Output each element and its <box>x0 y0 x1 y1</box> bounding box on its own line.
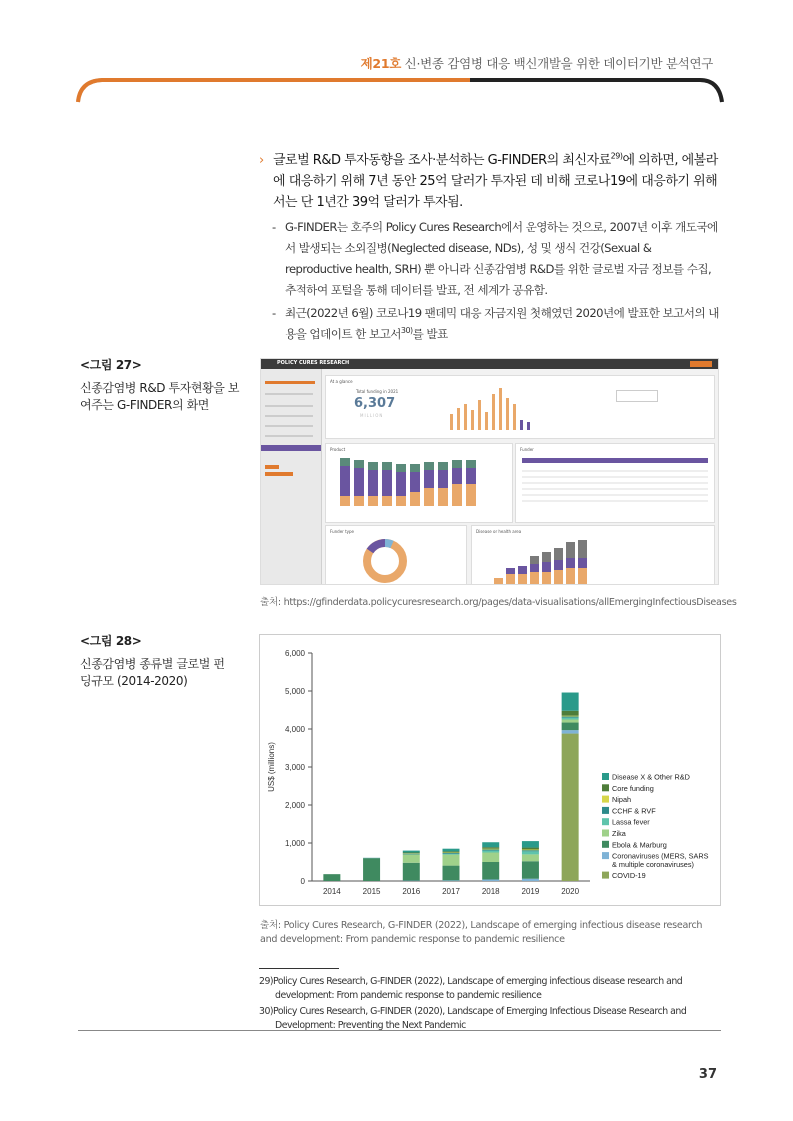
legend-swatch <box>602 818 609 825</box>
legend-label: Nipah <box>612 795 632 805</box>
bar-segment <box>562 711 579 716</box>
x-tick-label: 2019 <box>521 887 540 896</box>
legend-label: COVID-19 <box>612 871 646 881</box>
bar-segment <box>562 716 579 717</box>
y-tick-label: 6,000 <box>284 649 305 658</box>
legend-swatch <box>602 872 609 879</box>
bar-segment <box>482 879 499 881</box>
y-axis-label: US$ (millions) <box>267 742 276 792</box>
product-panel: Product <box>325 443 513 523</box>
legend-swatch <box>602 784 609 791</box>
bar-segment <box>522 861 539 878</box>
bar-segment <box>403 853 420 854</box>
footnote-30: 30) Policy Cures Research, G-FINDER (2020), Landscape of Emerging Infectious Disease Research and Development: Preventing the Next Pandemic <box>259 1006 687 1031</box>
y-tick-label: 1,000 <box>284 839 305 848</box>
gfinder-screenshot <box>260 358 719 585</box>
legend-label-cont: & multiple coronaviruses) <box>612 860 694 870</box>
legend-label: Ebola & Marburg <box>612 840 667 850</box>
header-rule <box>0 0 793 110</box>
bar-segment <box>522 879 539 881</box>
bar-segment <box>522 848 539 850</box>
at-a-glance-panel: At a glance Total funding in 2021 6,307 MILLION <box>325 375 715 439</box>
legend-label: Coronaviruses (MERS, SARS <box>612 851 709 861</box>
bar-segment <box>443 854 460 855</box>
total-value: 6,307 <box>354 396 396 411</box>
bar-segment <box>562 716 579 717</box>
bar-segment <box>562 734 579 881</box>
bar-segment <box>482 849 499 850</box>
bar-segment <box>443 855 460 866</box>
legend-label: Core funding <box>612 783 654 793</box>
footnote-rule <box>259 968 339 969</box>
bar-segment <box>522 849 539 850</box>
x-tick-label: 2020 <box>561 887 580 896</box>
bar-segment <box>443 866 460 881</box>
page-number: 37 <box>698 1067 717 1082</box>
app-title: POLICY CURES RESEARCH <box>277 360 350 366</box>
bar-segment <box>323 874 340 881</box>
figure-27-text: 신종감염병 R&D 투자현황을 보여주는 G-FINDER의 화면 <box>80 381 240 412</box>
main-bullet: › 글로벌 R&D 투자동향을 조사·분석하는 G-FINDER의 최신자료$^{29)}$에 의하면, 에볼라에 대응하기 위해 7년 동안 25억 달러가 투자된 데 비해 코로나19에 대응하기 위해서는 단 1년간 39억 달러가 투자됨. <box>259 151 718 210</box>
issue-number: 제21호 <box>360 56 401 71</box>
footnote-29: 29) Policy Cures Research, G-FINDER (2022), Landscape of emerging infectious disease research and development: From pandemic response to pandemic resilience <box>259 976 683 1001</box>
bar-segment <box>562 720 579 723</box>
footer-rule <box>78 1030 721 1031</box>
bar-segment <box>482 853 499 863</box>
legend-label: Zika <box>612 829 626 838</box>
figure-28-label: <그림 28> <box>80 634 142 648</box>
bar-segment <box>443 851 460 852</box>
funding-chart <box>259 634 721 906</box>
bar-segment <box>522 854 539 861</box>
header-title: 신·변종 감염병 대응 백신개발을 위한 데이터기반 분석연구 <box>401 56 713 71</box>
bar-segment <box>403 854 420 855</box>
figure-28-source: 출처: Policy Cures Research, G-FINDER (2022), Landscape of emerging infectious disease research and development: From pandemic response to pandemic resilience <box>260 920 703 945</box>
topbar-button <box>690 361 712 367</box>
funding-chart-svg <box>260 635 720 905</box>
y-tick-label: 3,000 <box>284 763 305 772</box>
bar-segment <box>482 849 499 850</box>
figure-28-caption <box>80 633 230 690</box>
legend-label: CCHF & RVF <box>612 806 656 816</box>
bar-segment <box>522 841 539 847</box>
figure-27-source: 출처: https://gfinderdata.policycuresresearch.org/pages/data-visualisations/allEmergingInfectiousDiseases <box>260 597 737 608</box>
figure-27-label: <그림 27> <box>80 358 142 372</box>
bar-segment <box>443 849 460 852</box>
y-tick-label: 0 <box>300 877 305 886</box>
x-tick-label: 2015 <box>362 887 381 896</box>
sub-bullet-2: - 최근(2022년 6월) 코로나19 팬데믹 대응 자금지원 첫해였던 2020년에 발표한 보고서의 내용을 업데이트 한 보고서$^{30)}$를 발표 <box>272 306 719 341</box>
legend-swatch <box>602 773 609 780</box>
legend-swatch <box>602 807 609 814</box>
body-text <box>259 150 721 345</box>
bar-segment <box>363 858 380 881</box>
mini-bar-chart <box>446 384 536 432</box>
legend-swatch <box>602 830 609 837</box>
bar-segment <box>562 693 579 711</box>
legend-swatch <box>602 852 609 859</box>
bar-segment <box>403 854 420 862</box>
app-topbar <box>261 359 718 369</box>
chevron-right-icon: › <box>259 153 264 168</box>
sub-bullet-1: - G-FINDER는 호주의 Policy Cures Research에서 운영하는 것으로, 2007년 이후 개도국에서 발생되는 소외질병(Neglected disease, NDs), 성 및 생식 건강(Sexual & reproductive health, SRH) 뿐 아니라 신종감염병 R&D를 위한 글로벌 자금 정보를 수집, 추적하여 포털을 통해 데이터를 발표, 전 세계가 공유함. <box>272 220 718 297</box>
bar-segment <box>403 851 420 853</box>
legend-swatch <box>602 796 609 803</box>
bar-segment <box>562 723 579 731</box>
legend-label: Disease X & Other R&D <box>612 772 690 782</box>
y-tick-label: 5,000 <box>284 687 305 696</box>
bar-segment <box>482 842 499 847</box>
x-tick-label: 2017 <box>442 887 460 896</box>
x-tick-label: 2016 <box>402 887 421 896</box>
bar-segment <box>562 718 579 720</box>
disease-panel: Disease or health area <box>471 525 715 585</box>
legend-swatch <box>602 841 609 848</box>
footnote-ref-30: 30) <box>400 326 413 336</box>
bar-segment <box>403 863 420 881</box>
bar-segment <box>522 851 539 854</box>
bar-segment <box>562 730 579 733</box>
y-tick-label: 4,000 <box>284 725 305 734</box>
y-tick-label: 2,000 <box>284 801 305 810</box>
x-tick-label: 2014 <box>322 887 341 896</box>
bar-segment <box>482 847 499 849</box>
figure-27-caption <box>80 357 240 414</box>
bar-segment <box>482 851 499 853</box>
bar-segment <box>482 862 499 879</box>
funder-type-panel: Funder type <box>325 525 467 585</box>
funder-panel: Funder <box>515 443 715 523</box>
legend-label: Lassa fever <box>612 817 650 827</box>
x-tick-label: 2018 <box>481 887 500 896</box>
figure-28-text: 신종감염병 종류별 글로벌 펀딩규모 (2014-2020) <box>80 657 225 688</box>
app-sidebar <box>261 369 322 584</box>
bar-segment <box>443 853 460 854</box>
footnote-ref-29: 29) <box>610 151 623 161</box>
bar-segment <box>522 850 539 851</box>
bar-segment <box>443 880 460 881</box>
